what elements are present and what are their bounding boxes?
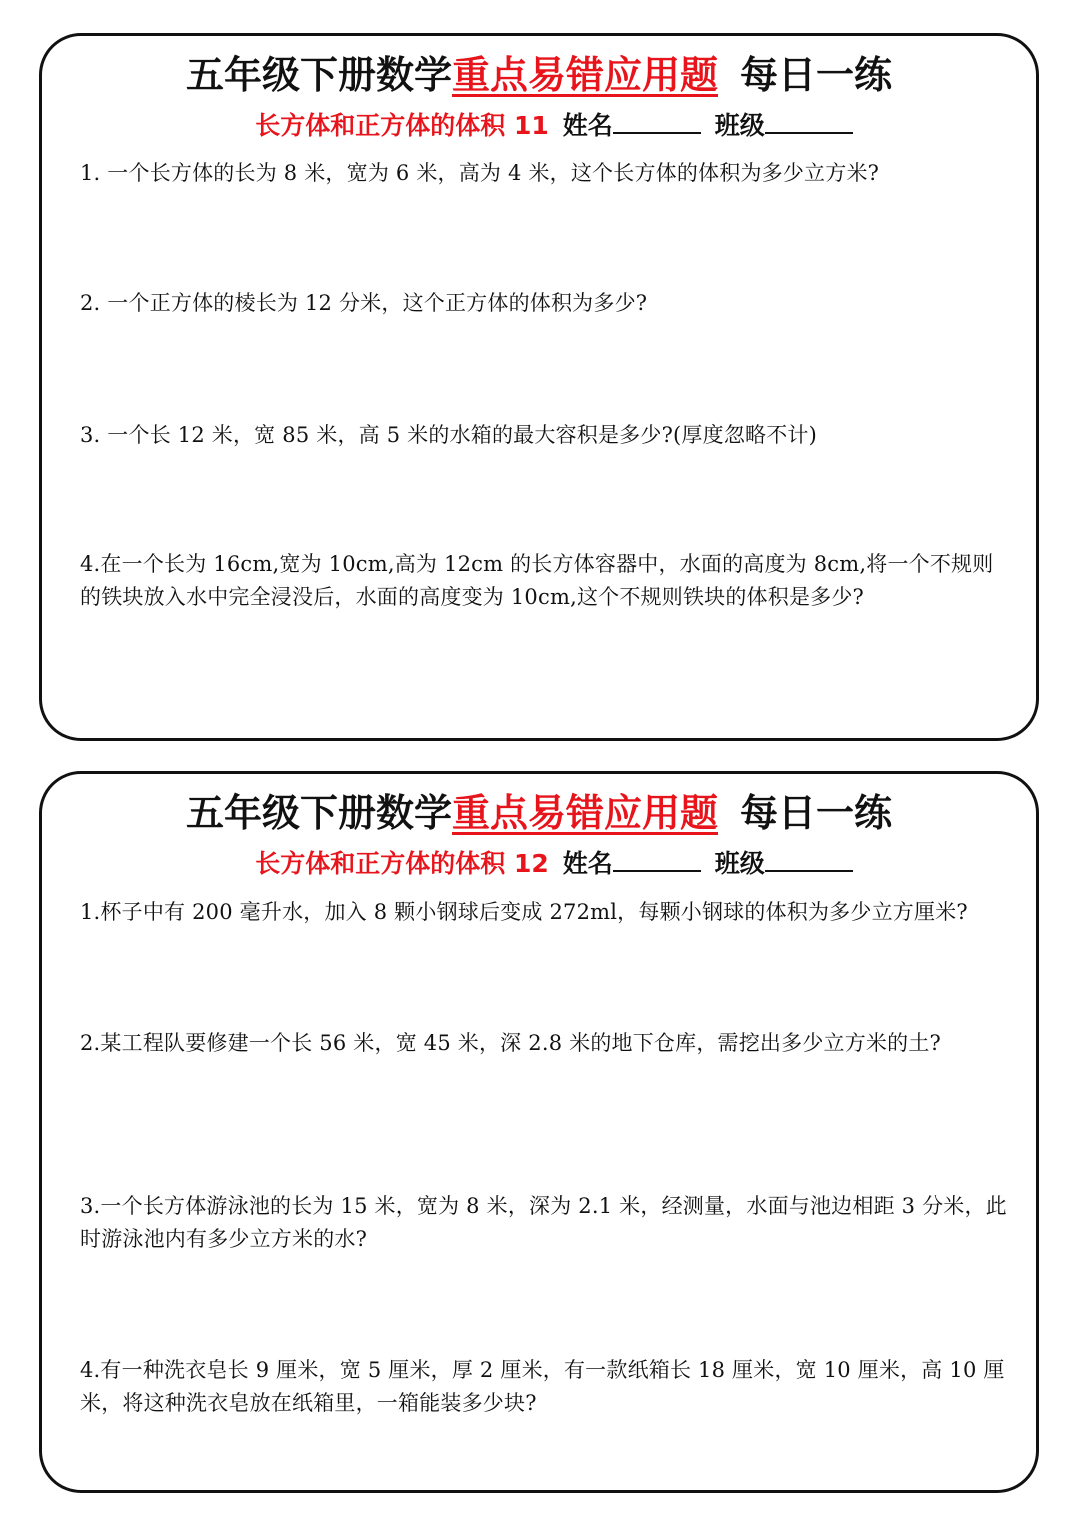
worksheet-title [42, 788, 1036, 838]
question-2: 2.某工程队要修建一个长 56 米，宽 45 米，深 2.8 米的地下仓库，需挖出多少立方米的土? [80, 1031, 941, 1055]
question-2: 2. 一个正方体的棱长为 12 分米，这个正方体的体积为多少? [80, 291, 648, 315]
title-highlight: 重点易错应用题 [451, 791, 718, 835]
topic-label: 长方体和正方体的体积 12 [255, 849, 549, 878]
class-label: 班级 [714, 111, 765, 140]
worksheet-subtitle [42, 108, 1036, 143]
title-prefix: 五年级下册数学 [185, 53, 452, 97]
name-blank[interactable] [613, 108, 701, 134]
question-4: 4.有一种洗衣皂长 9 厘米，宽 5 厘米，厚 2 厘米，有一款纸箱长 18 厘米，宽 10 厘米，高 10 厘米，将这种洗衣皂放在纸箱里，一箱能装多少块? [80, 1358, 1005, 1415]
name-label: 姓名 [562, 849, 613, 878]
worksheet-subtitle [42, 846, 1036, 881]
class-label: 班级 [714, 849, 765, 878]
worksheet-card-12 [39, 771, 1039, 1493]
class-blank[interactable] [765, 108, 853, 134]
question-3: 3. 一个长 12 米，宽 85 米，高 5 米的水箱的最大容积是多少?(厚度忽略不计) [80, 423, 818, 447]
title-highlight: 重点易错应用题 [451, 53, 718, 97]
name-label: 姓名 [562, 111, 613, 140]
question-4: 4.在一个长为 16cm,宽为 10cm,高为 12cm 的长方体容器中，水面的高度为 8cm,将一个不规则的铁块放入水中完全浸没后，水面的高度变为 10cm,这个不规则铁块的体积是多少? [80, 552, 994, 609]
name-blank[interactable] [613, 846, 701, 872]
topic-label: 长方体和正方体的体积 11 [255, 111, 549, 140]
title-prefix: 五年级下册数学 [185, 791, 452, 835]
worksheet-title [42, 50, 1036, 100]
class-blank[interactable] [765, 846, 853, 872]
title-suffix: 每日一练 [740, 791, 893, 835]
question-1: 1. 一个长方体的长为 8 米，宽为 6 米，高为 4 米，这个长方体的体积为多少立方米? [80, 161, 880, 185]
title-suffix: 每日一练 [740, 53, 893, 97]
worksheet-card-11 [39, 33, 1039, 741]
question-1: 1.杯子中有 200 毫升水，加入 8 颗小钢球后变成 272ml，每颗小钢球的体积为多少立方厘米? [80, 900, 968, 924]
question-3: 3.一个长方体游泳池的长为 15 米，宽为 8 米，深为 2.1 米，经测量，水面与池边相距 3 分米，此时游泳池内有多少立方米的水? [80, 1194, 1007, 1251]
